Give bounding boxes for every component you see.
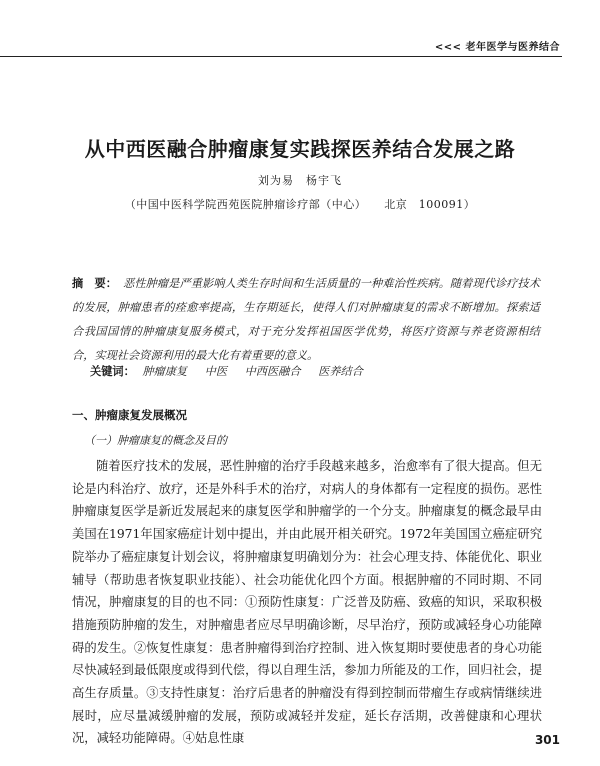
article-affiliation: [0, 196, 600, 212]
abstract: [72, 272, 540, 368]
keywords-label: 关键词：: [90, 365, 135, 378]
keywords: [90, 363, 540, 379]
subsection-heading: （一）肿瘤康复的概念及目的: [84, 434, 227, 447]
keyword-item: 中医: [204, 365, 228, 378]
body-paragraph: 随着医疗技术的发展，恶性肿瘤的治疗手段越来越多，治愈率有了很大提高。但无论是内科治疗、放疗，还是外科手术的治疗，对病人的身体都有一定程度的损伤。恶性肿瘤康复医学是新近发展起来的康复医学和肿瘤学的一个分支。肿瘤康复的概念最早由美国在1971年国家癌症计划中提出，并由此展开相关研究。1972年美国国立癌症研究院举办了癌症康复计划会议，将肿瘤康复明确划分为：社会心理支持、体能优化、职业辅导（帮助患者恢复职业技能）、社会功能优化四个方面。根据肿瘤的不同时期、不同情况，肿瘤康复的目的也不同：①预防性康复：广泛普及防癌、致癌的知识，采取积极措施预防肿瘤的发生，对肿瘤患者应尽早明确诊断，尽早治疗，预防或减轻身心功能障碍的发生。②恢复性康复：患者肿瘤得到治疗控制、进入恢复期时要使患者的身心功能尽快减轻到最低限度或得到代偿，得以自理生活，参加力所能及的工作，回归社会，提高生存质量。③支持性康复：治疗后患者的肿瘤没有得到控制而带瘤生存或病情继续进展时，应尽量减缓肿瘤的发展，预防或减轻并发症，延长存活期，改善健康和心理状况，减轻功能障碍。④姑息性康: [72, 459, 542, 746]
page-number: 301: [534, 733, 560, 747]
keyword-item: 肿瘤康复: [142, 365, 188, 378]
abstract-label: 摘 要：: [72, 277, 118, 290]
affiliation-name: （中国中医科学院西苑医院肿瘤诊疗部（中心）: [124, 198, 367, 211]
abstract-text: 恶性肿瘤是严重影响人类生存时间和生活质量的一种难治性疾病。随着现代诊疗技术的发展，肿瘤患者的痊愈率提高，生存期延长，使得人们对肿瘤康复的需求不断增加。探索适合我国国情的肿瘤康复服务模式，对于充分发挥祖国医学优势，将医疗资源与养老资源相结合，实现社会资源利用的最大化有着重要的意义。: [72, 277, 540, 362]
keyword-item: 医养结合: [318, 365, 363, 378]
section-heading: 一、肿瘤康复发展概况: [72, 408, 187, 422]
article-title: 从中西医融合肿瘤康复实践探医养结合发展之路: [84, 137, 516, 161]
running-header: <<< 老年医学与医养结合: [434, 42, 560, 53]
affiliation-city: 北京 100091）: [384, 198, 476, 211]
keyword-item: 中西医融合: [244, 365, 301, 378]
article-authors: 刘为易 杨宇飞: [258, 174, 342, 187]
header-rule: [0, 56, 562, 57]
